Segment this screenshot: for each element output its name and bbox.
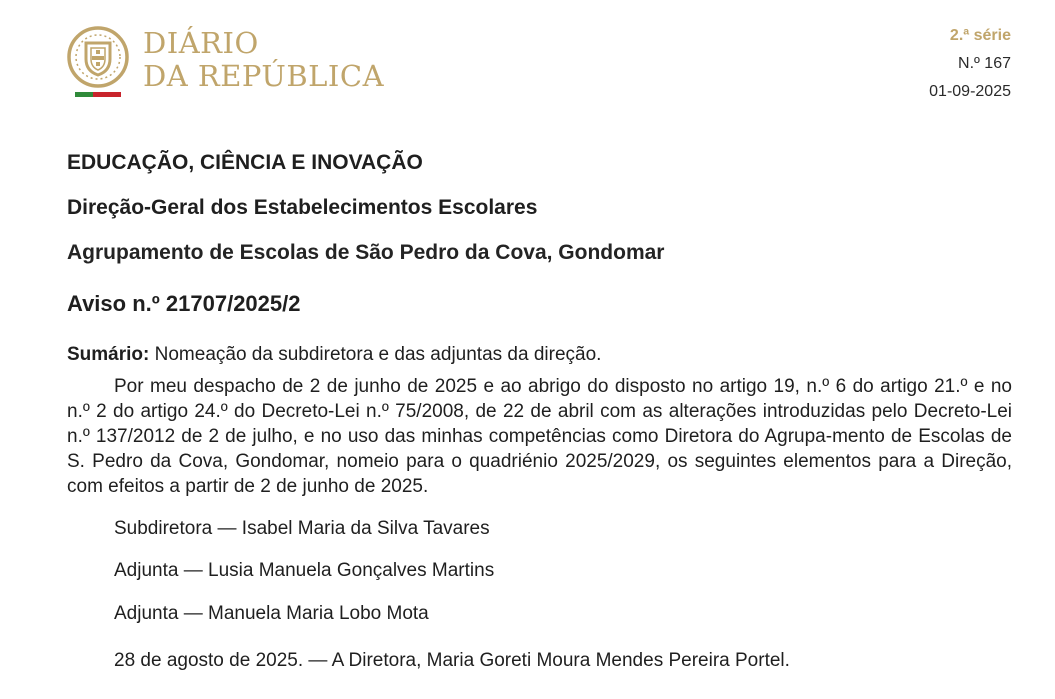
member-adjunta-2: Adjunta — Manuela Maria Lobo Mota xyxy=(114,603,429,624)
logo-line-1: DIÁRIO xyxy=(143,26,259,60)
serie-label: 2.ª série xyxy=(949,27,1011,44)
school-group-heading: Agrupamento de Escolas de São Pedro da Cova, Gondomar xyxy=(67,241,665,264)
page-header xyxy=(0,0,1055,110)
main-paragraph: Por meu despacho de 2 de junho de 2025 e ao abrigo do disposto no artigo 19, n.º 6 do artigo 21.º e no n.º 2 do artigo 24.º do Decreto-Lei n.º 75/2008, de 22 de abril com as alterações introduzidas pelo Decreto-Lei n.º 137/2012 de 2 de julho, e no uso das minhas competências como Diretora do Agrupa-mento de Escolas de S. Pedro da Cova, Gondomar, nomeio para o quadriénio 2025/2029, os seguintes elementos para a Direção, com efeitos a partir de 2 de junho de 2025. xyxy=(67,376,1012,497)
issue-meta xyxy=(929,22,1011,106)
directorate-heading: Direção-Geral dos Estabelecimentos Escolares xyxy=(67,196,538,219)
issue-number: N.º 167 xyxy=(958,55,1011,72)
publication-logo-text xyxy=(143,27,384,93)
flag-green xyxy=(75,92,93,97)
summary-text: Nomeação da subdiretora e das adjuntas da direção. xyxy=(149,344,602,365)
closing-signature: 28 de agosto de 2025. — A Diretora, Maria Goreti Moura Mendes Pereira Portel. xyxy=(114,650,790,671)
summary-label: Sumário: xyxy=(67,344,150,365)
coat-of-arms-icon xyxy=(66,25,130,89)
member-adjunta-1: Adjunta — Lusia Manuela Gonçalves Martins xyxy=(114,560,495,581)
notice-title: Aviso n.º 21707/2025/2 xyxy=(67,291,301,316)
flag-red xyxy=(93,92,121,97)
logo-line-2: DA REPÚBLICA xyxy=(143,59,385,93)
flag-bar xyxy=(75,92,121,97)
member-subdiretora: Subdiretora — Isabel Maria da Silva Tavares xyxy=(114,518,490,539)
document-body xyxy=(67,148,1012,673)
summary xyxy=(67,342,1012,367)
ministry-heading: EDUCAÇÃO, CIÊNCIA E INOVAÇÃO xyxy=(67,151,423,174)
issue-date: 01-09-2025 xyxy=(929,83,1011,100)
